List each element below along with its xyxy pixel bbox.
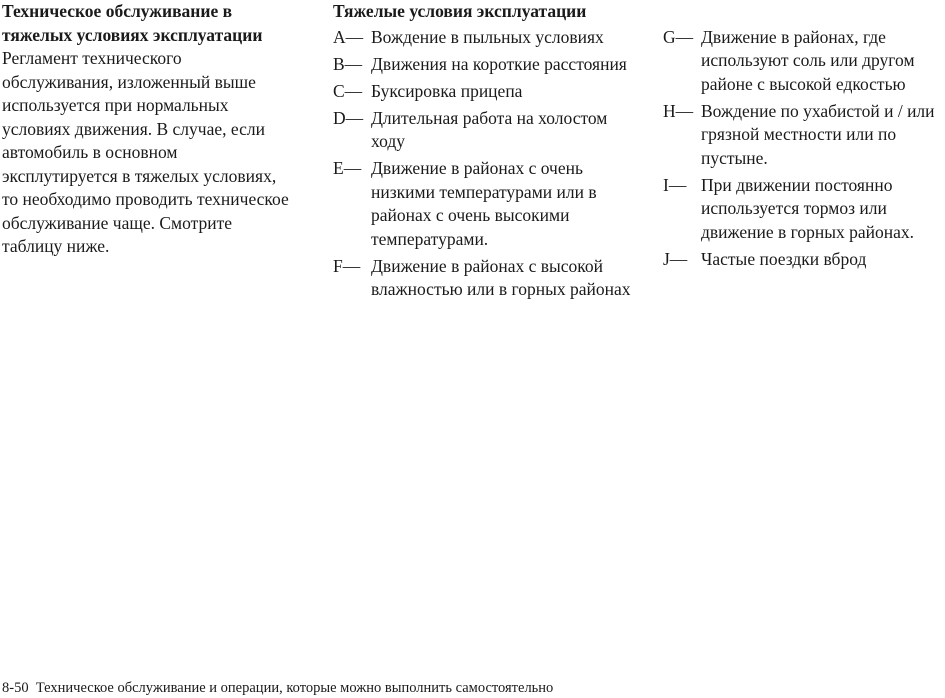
- condition-item-b: [333, 53, 633, 77]
- condition-item-j: [663, 248, 945, 272]
- condition-item-f: [333, 255, 633, 302]
- condition-item-c: [333, 80, 633, 104]
- condition-item-g: [663, 26, 945, 97]
- condition-text: Буксировка прицепа: [371, 80, 523, 101]
- condition-code: F—: [333, 255, 361, 276]
- conditions-list-left: [333, 26, 633, 302]
- condition-code: H—: [663, 100, 694, 121]
- intro-heading: Техническое обслуживание в тяжелых условиях эксплуатации: [2, 1, 263, 45]
- conditions-heading: Тяжелые условия эксплуатации: [333, 1, 587, 21]
- condition-code: I—: [663, 174, 687, 195]
- condition-text: Движение в районах с очень низкими температурами или в районах с очень высокими температурами.: [371, 158, 597, 249]
- condition-text: При движении постоянно используется тормоз или движение в горных районах.: [701, 174, 915, 242]
- condition-text: Движение в районах с высокой влажностью или в горных районах: [371, 255, 631, 299]
- condition-code: D—: [333, 107, 364, 128]
- condition-item-d: [333, 107, 633, 154]
- condition-item-h: [663, 100, 945, 171]
- condition-code: C—: [333, 80, 363, 101]
- conditions-list-right: [663, 26, 945, 272]
- condition-text: Частые поездки вброд: [701, 248, 867, 269]
- condition-text: Длительная работа на холостом ходу: [371, 107, 608, 151]
- condition-code: E—: [333, 158, 362, 178]
- condition-code: A—: [333, 26, 364, 47]
- page-footer: [2, 680, 553, 697]
- page-number: 8-50: [2, 680, 29, 696]
- condition-item-e: [333, 157, 633, 251]
- condition-code: G—: [663, 26, 694, 47]
- condition-item-i: [663, 174, 945, 245]
- condition-item-a: [333, 26, 633, 50]
- condition-code: B—: [333, 53, 363, 74]
- condition-text: Вождение в пыльных условиях: [371, 26, 604, 47]
- conditions-column-left: [333, 0, 633, 305]
- intro-column: [2, 0, 294, 259]
- condition-text: Движение в районах, где используют соль или другом районе с высокой едкостью: [701, 26, 915, 94]
- footer-section-title: Техническое обслуживание и операции, которые можно выполнить самостоятельно: [35, 680, 554, 696]
- intro-paragraph: Регламент технического обслуживания, изложенный выше используется при нормальных условиях движения. В случае, если автомобиль в основном эксплутируется в тяжелых условиях, то необходимо проводить техническое обслуживание чаще. Смотрите таблицу ниже.: [2, 48, 289, 256]
- condition-code: J—: [663, 248, 688, 269]
- condition-text: Вождение по ухабистой и / или грязной местности или по пустыне.: [701, 100, 935, 168]
- conditions-column-right: [663, 0, 945, 275]
- condition-text: Движения на короткие расстояния: [371, 53, 627, 74]
